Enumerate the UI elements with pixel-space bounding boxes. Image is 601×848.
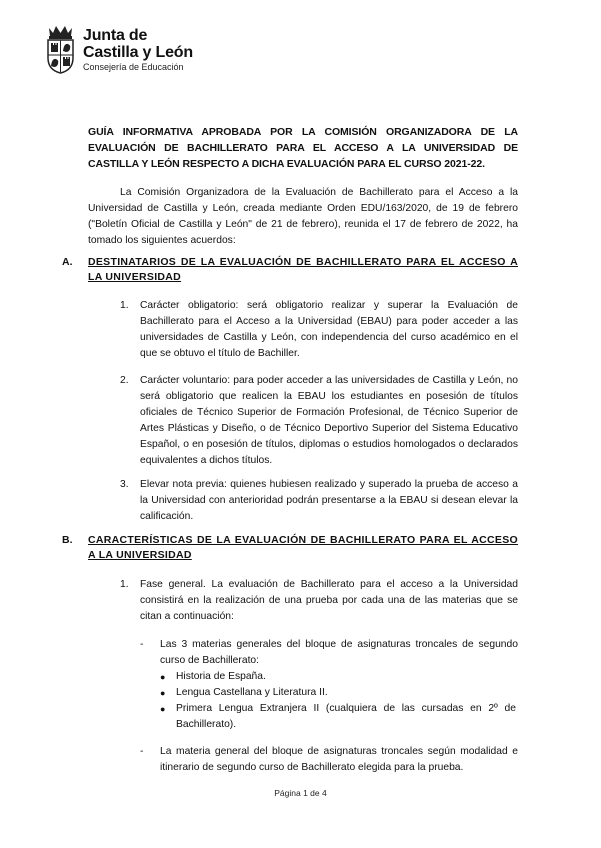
coat-of-arms-icon: [44, 24, 77, 74]
section-b-item-1: [120, 577, 518, 625]
item-number: 2.: [120, 375, 129, 386]
item-text: Fase general. La evaluación de Bachillerato para el acceso a la Universidad consistirá en la realización de una prueba por cada una de las materias que se citan a continuación:: [140, 579, 518, 622]
section-a-item-3: [120, 477, 518, 525]
section-a-item-2: [120, 373, 518, 469]
dash-text: La materia general del bloque de asignaturas troncales según modalidad e itinerario de segundo curso de Bachillerato elegida para la prueba.: [160, 746, 518, 773]
section-b-title: CARACTERÍSTICAS DE LA EVALUACIÓN DE BACHILLERATO PARA EL ACCESO A LA UNIVERSIDAD: [88, 534, 518, 561]
document-title: GUÍA INFORMATIVA APROBADA POR LA COMISIÓN ORGANIZADORA DE LA EVALUACIÓN DE BACHILLERATO PARA EL ACCESO A LA UNIVERSIDAD DE CASTILLA Y LEÓN RESPECTO A DICHA EVALUACIÓN PARA EL CURSO 2021-22.: [88, 126, 518, 170]
department-name: Consejería de Educación: [83, 62, 184, 72]
item-number: 1.: [120, 300, 129, 311]
section-a-heading: [62, 255, 522, 285]
list-item-text: Lengua Castellana y Literatura II.: [176, 687, 328, 698]
list-item: [160, 685, 520, 701]
org-line-1: Junta de: [83, 27, 148, 44]
dash-marker: -: [140, 639, 144, 650]
letterhead: [44, 24, 193, 74]
intro-paragraph: La Comisión Organizadora de la Evaluación de Bachillerato para el Acceso a la Universidad de Castilla y León, creada mediante Orden EDU/163/2020, de 19 de febrero ("Boletín Oficial de Castilla y León" de 21 de febrero), reunida el 17 de febrero de 2022, ha tomado los siguientes acuerdos:: [88, 187, 518, 246]
item-text: Carácter voluntario: para poder acceder a las universidades de Castilla y León, no será obligatorio que realicen la EBAU los estudiantes en posesión de títulos oficiales de Técnico Superior de Formación Profesional, de Técnico Superior de Artes Plásticas y Diseño, o de Técnico Deportivo Superior del Sistema Educativo Español, o en posesión de títulos, diplomas o estudios homologados o declarados equivalentes a dichos títulos.: [140, 375, 518, 466]
item-text: Elevar nota previa: quienes hubiesen realizado y superado la prueba de acceso a la Universidad con anterioridad podrán presentarse a la EBAU si desean elevar la calificación.: [140, 479, 518, 522]
section-b-letter: B.: [62, 534, 73, 546]
item-text: Carácter obligatorio: será obligatorio realizar y superar la Evaluación de Bachillerato para el Acceso a la Universidad (EBAU) para poder acceder a las universidades de Castilla y León, con independencia del curso académico en el que se obtuvo el título de Bachiller.: [140, 300, 518, 359]
list-item: [160, 669, 520, 685]
section-a-title: DESTINATARIOS DE LA EVALUACIÓN DE BACHILLERATO PARA EL ACCESO A LA UNIVERSIDAD: [88, 256, 518, 283]
section-a-item-1: [120, 298, 518, 362]
org-line-2: Castilla y León: [83, 44, 193, 61]
section-b-dash-item-1: [140, 637, 520, 669]
dash-text: Las 3 materias generales del bloque de asignaturas troncales de segundo curso de Bachillerato:: [160, 639, 518, 666]
item-number: 3.: [120, 479, 129, 490]
bullet-icon: ●: [160, 672, 166, 682]
bullet-icon: ●: [160, 704, 166, 714]
organization-name: [83, 27, 193, 73]
item-number: 1.: [120, 579, 129, 590]
subject-list: [160, 669, 520, 733]
list-item-text: Historia de España.: [176, 671, 266, 682]
list-item: [160, 701, 520, 733]
section-b-dash-item-2: [140, 744, 520, 776]
page-number: Página 1 de 4: [274, 788, 327, 798]
list-item-text: Primera Lengua Extranjera II (cualquiera de las cursadas en 2º de Bachillerato).: [176, 703, 516, 730]
section-b-heading: [62, 533, 522, 563]
section-a-letter: A.: [62, 256, 73, 268]
bullet-icon: ●: [160, 688, 166, 698]
dash-marker: -: [140, 746, 144, 757]
